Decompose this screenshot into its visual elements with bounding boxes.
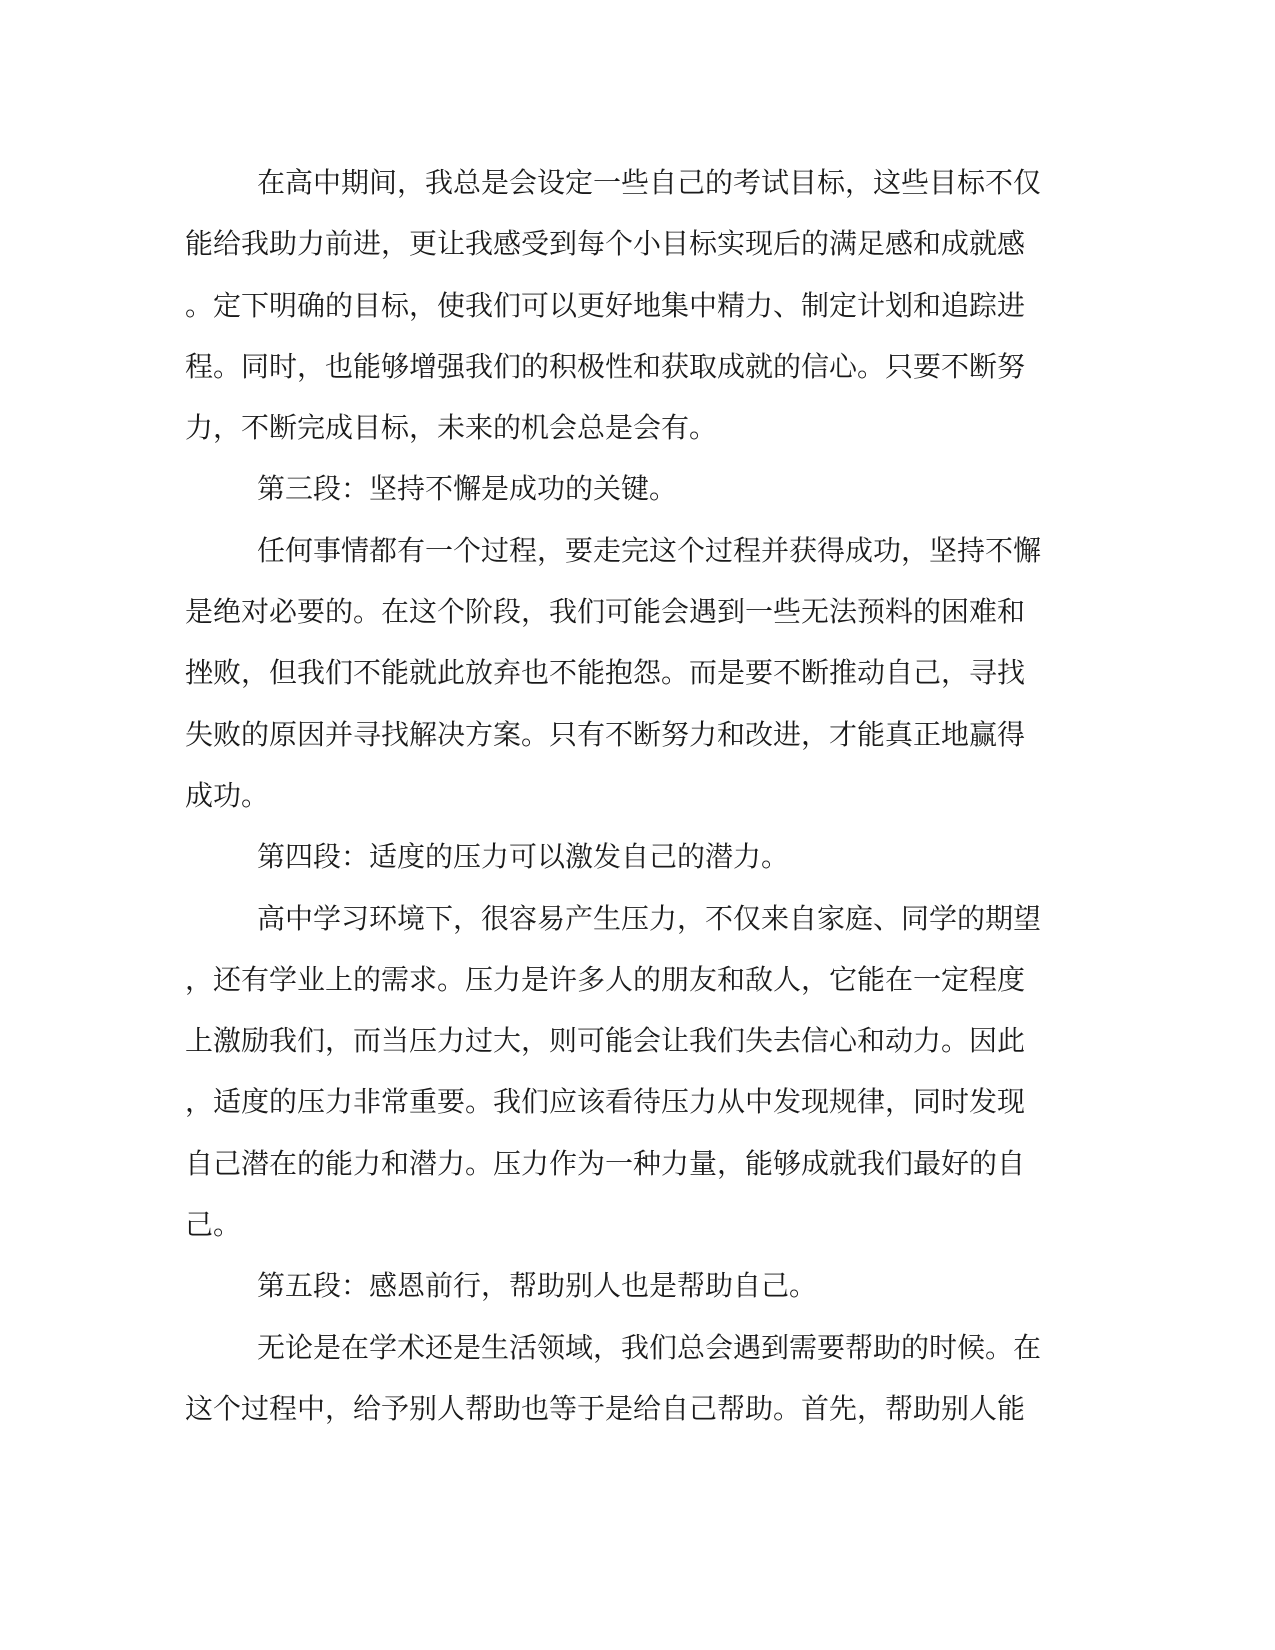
paragraph-line: 任何事情都有一个过程，要走完这个过程并获得成功，坚持不懈	[257, 533, 1042, 567]
paragraph-line: ，适度的压力非常重要。我们应该看待压力从中发现规律，同时发现	[185, 1085, 1026, 1119]
section-heading-4: 第四段：适度的压力可以激发自己的潜力。	[257, 840, 790, 874]
document-body	[185, 152, 1065, 1439]
paragraph-line: 能给我助力前进，更让我感受到每个小目标实现后的满足感和成就感	[185, 227, 1026, 261]
paragraph-line: 上激励我们，而当压力过大，则可能会让我们失去信心和动力。因此	[185, 1024, 1026, 1058]
section-heading-3: 第三段：坚持不懈是成功的关键。	[257, 472, 678, 506]
paragraph-line: 。定下明确的目标，使我们可以更好地集中精力、制定计划和追踪进	[185, 288, 1026, 322]
paragraph-line: 力，不断完成目标，未来的机会总是会有。	[185, 411, 718, 445]
paragraph-line: 己。	[185, 1208, 242, 1242]
paragraph-line: 自己潜在的能力和潜力。压力作为一种力量，能够成就我们最好的自	[185, 1146, 1026, 1180]
section-heading-5: 第五段：感恩前行，帮助别人也是帮助自己。	[257, 1269, 818, 1303]
paragraph-line: ，还有学业上的需求。压力是许多人的朋友和敌人，它能在一定程度	[185, 962, 1026, 996]
paragraph-line: 高中学习环境下，很容易产生压力，不仅来自家庭、同学的期望	[257, 901, 1042, 935]
paragraph-line: 在高中期间，我总是会设定一些自己的考试目标，这些目标不仅	[257, 166, 1042, 199]
paragraph-line: 程。同时，也能够增强我们的积极性和获取成就的信心。只要不断努	[185, 349, 1026, 383]
paragraph-line: 这个过程中，给予别人帮助也等于是给自己帮助。首先，帮助别人能	[185, 1391, 1026, 1425]
paragraph-line: 失败的原因并寻找解决方案。只有不断努力和改进，才能真正地赢得	[185, 717, 1026, 751]
paragraph-line: 成功。	[185, 778, 270, 812]
paragraph-line: 是绝对必要的。在这个阶段，我们可能会遇到一些无法预料的困难和	[185, 595, 1026, 629]
paragraph-line: 挫败，但我们不能就此放弃也不能抱怨。而是要不断推动自己，寻找	[185, 656, 1026, 690]
paragraph-line: 无论是在学术还是生活领域，我们总会遇到需要帮助的时候。在	[257, 1330, 1042, 1364]
